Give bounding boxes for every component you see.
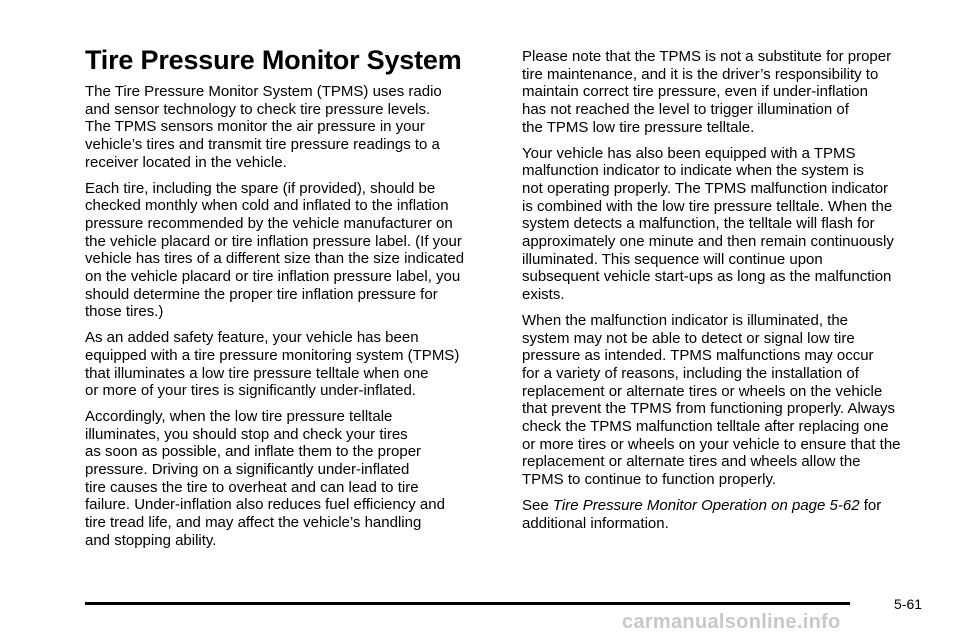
paragraph-malfunction-illuminated: When the malfunction indicator is illuminated, the system may not be able to detect or signal low tire pressure as intended. TPMS malfunctions may occur for a variety of reasons, including the installation of replacement or alternate tires or wheels on the vehicle that prevent the TPMS from functioning properly. Always check the TPMS malfunction telltale after replacing one or more tires or wheels on your vehicle to ensure that the replacement or alternate tires and wheels allow the TPMS to continue to function properly.: [522, 311, 901, 489]
paragraph-tpms-intro: The Tire Pressure Monitor System (TPMS) uses radio and sensor technology to check tire pressure levels. The TPMS sensors monitor the air pressure in your vehicle’s tires and transmit tire pressure readings to a receiver located in the vehicle.: [85, 83, 442, 171]
page-number: 5-61: [894, 596, 923, 612]
paragraph-not-substitute: Please note that the TPMS is not a substitute for proper tire maintenance, and it is the driver’s responsibility to maintain correct tire pressure, even if under-inflation has not reached the level to trigger illumination of the TPMS low tire pressure telltale.: [522, 48, 892, 136]
left-column: [85, 83, 500, 558]
right-column: [522, 48, 934, 540]
see-suffix: for additional information.: [522, 496, 882, 532]
paragraph-monthly-check: Each tire, including the spare (if provided), should be checked monthly when cold and inflated to the inflation pressure recommended by the vehicle manufacturer on the vehicle placard or tire inflation pressure label. (If your vehicle has tires of a different size than the size indicated on the vehicle placard or tire inflation pressure label, you should determine the proper tire inflation pressure for those tires.): [85, 179, 465, 321]
paragraph-safety-feature: As an added safety feature, your vehicle has been equipped with a tire pressure monitoring system (TPMS) that illuminates a low tire pressure telltale when one or more of your tires is significantly under-inflated.: [85, 329, 460, 400]
cross-reference-link[interactable]: Tire Pressure Monitor Operation on page 5-62: [552, 496, 860, 514]
paragraph-see-reference: [522, 497, 934, 532]
paragraph-telltale-action: Accordingly, when the low tire pressure telltale illuminates, you should stop and check your tires as soon as possible, and inflate them to the proper pressure. Driving on a significantly under-inflated tire causes the tire to overheat and can lead to tire failure. Under-inflation also reduces fuel efficiency and tire tread life, and may affect the vehicle’s handling and stopping ability.: [85, 407, 445, 549]
footer-rule: [85, 602, 850, 605]
see-prefix: See: [522, 496, 553, 514]
page-title: Tire Pressure Monitor System: [85, 45, 462, 75]
paragraph-malfunction-indicator: Your vehicle has also been equipped with a TPMS malfunction indicator to indicate when the system is not operating properly. The TPMS malfunction indicator is combined with the low tire pressure telltale. When the system detects a malfunction, the telltale will flash for approximately one minute and then remain continuously illuminated. This sequence will continue upon subsequent vehicle start-ups as long as the malfunction exists.: [522, 144, 894, 304]
watermark: carmanualsonline.info: [622, 611, 841, 633]
